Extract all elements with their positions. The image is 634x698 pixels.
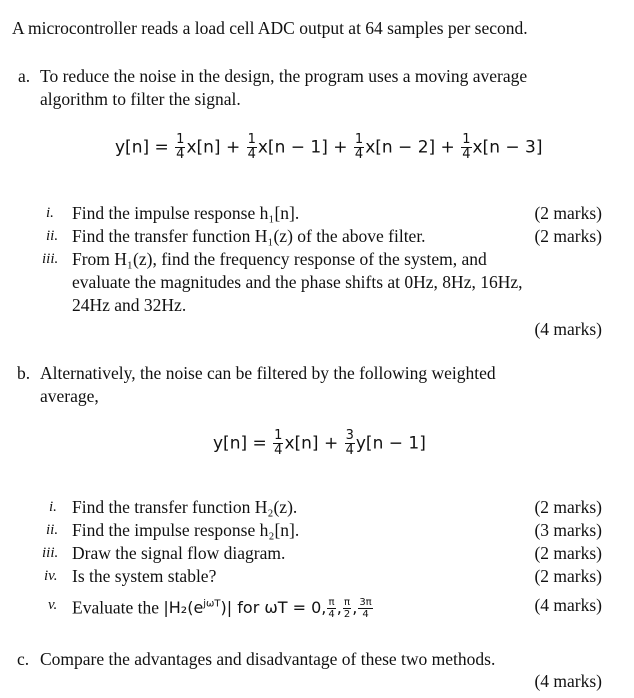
a-q3-num: iii. — [42, 251, 59, 267]
part-b-line1: Alternatively, the noise can be filtered by the following weighted — [40, 363, 496, 383]
a-q3-line2: evaluate the magnitudes and the phase shifts at 0Hz, 8Hz, 16Hz, — [72, 272, 523, 292]
part-a-line1: To reduce the noise in the design, the program uses a moving average — [40, 66, 528, 86]
a-q2-marks: (2 marks) — [534, 226, 602, 246]
b-q1-marks: (2 marks) — [534, 497, 602, 517]
b-q1-text: Find the transfer function H₂(z). — [72, 497, 298, 517]
part-c-text: Compare the advantages and disadvantage of these two methods. — [40, 649, 496, 669]
b-q3-marks: (2 marks) — [534, 543, 602, 563]
a-q1-marks: (2 marks) — [534, 203, 602, 223]
a-q1-num: i. — [46, 205, 54, 221]
b-q5-prefix: Evaluate the — [72, 597, 164, 618]
a-q1-text: Find the impulse response h₁[n]. — [72, 203, 300, 223]
intro-text: A microcontroller reads a load cell ADC output at 64 samples per second. — [12, 18, 528, 38]
part-a-line2: algorithm to filter the signal. — [40, 89, 241, 109]
part-b-line2: average, — [40, 386, 99, 406]
eq-a-lhs: y[n] = — [115, 137, 169, 158]
eq-b-frac-1: $\frac{1}{4}$ — [274, 428, 283, 458]
part-a-label: a. — [18, 66, 31, 86]
part-c-marks: (4 marks) — [534, 671, 602, 691]
b-q5-frac-1: $\frac{\pi}{4}$ — [328, 597, 335, 621]
eq-b-lhs: y[n] = — [213, 433, 267, 454]
eq-a-term4: x[n − 3] — [472, 137, 543, 158]
b-q5-text — [72, 588, 374, 625]
b-q5-expr: $|H_2(e^{j\omega T})|$ for ωT = 0, $\frac{\pi}{4}$ , $\frac{\pi}{2}$ , $\frac{3\pi}{4}$ — [163, 597, 372, 621]
b-q5-frac-2: $\frac{\pi}{2}$ — [343, 597, 351, 621]
a-q2-text: Find the transfer function H₁(z) of the above filter. — [72, 226, 426, 246]
part-b-label: b. — [17, 363, 31, 383]
eq-a-term1: x[n] + — [186, 137, 241, 158]
eq-a-term2: x[n − 1] + — [257, 137, 348, 158]
b-q2-num: ii. — [46, 522, 59, 538]
b-q4-num: iv. — [44, 568, 58, 584]
a-q2-num: ii. — [46, 228, 59, 244]
a-q3-marks: (4 marks) — [534, 319, 602, 339]
b-q4-text: Is the system stable? — [72, 566, 217, 586]
b-q5-frac-3: $\frac{3\pi}{4}$ — [359, 597, 372, 621]
eq-b-term1: x[n] + — [284, 433, 339, 454]
b-q3-num: iii. — [42, 545, 59, 561]
b-q4-marks: (2 marks) — [534, 566, 602, 586]
part-c-label: c. — [17, 649, 30, 669]
eq-a-frac-3: $\frac{1}{4}$ — [354, 132, 364, 162]
a-q3-line1: From H₁(z), find the frequency response of the system, and — [72, 249, 487, 269]
weighted-average-equation — [213, 429, 426, 458]
eq-b-frac-2: $\frac{3}{4}$ — [345, 428, 354, 458]
b-q5-marks: (4 marks) — [534, 595, 602, 615]
eq-a-frac-2: $\frac{1}{4}$ — [247, 132, 256, 162]
b-q2-marks: (3 marks) — [534, 520, 602, 540]
moving-average-equation — [115, 133, 542, 162]
b-q5-num: v. — [48, 597, 58, 613]
eq-a-frac-1: $\frac{1}{4}$ — [176, 132, 185, 162]
b-q1-num: i. — [49, 499, 57, 515]
eq-a-term3: x[n − 2] + — [365, 137, 455, 158]
b-q3-text: Draw the signal flow diagram. — [72, 543, 286, 563]
b-q2-text: Find the impulse response h₂[n]. — [72, 520, 300, 540]
eq-a-frac-4: $\frac{1}{4}$ — [462, 132, 471, 162]
eq-b-term2: y[n − 1] — [355, 433, 426, 454]
a-q3-line3: 24Hz and 32Hz. — [72, 295, 187, 315]
